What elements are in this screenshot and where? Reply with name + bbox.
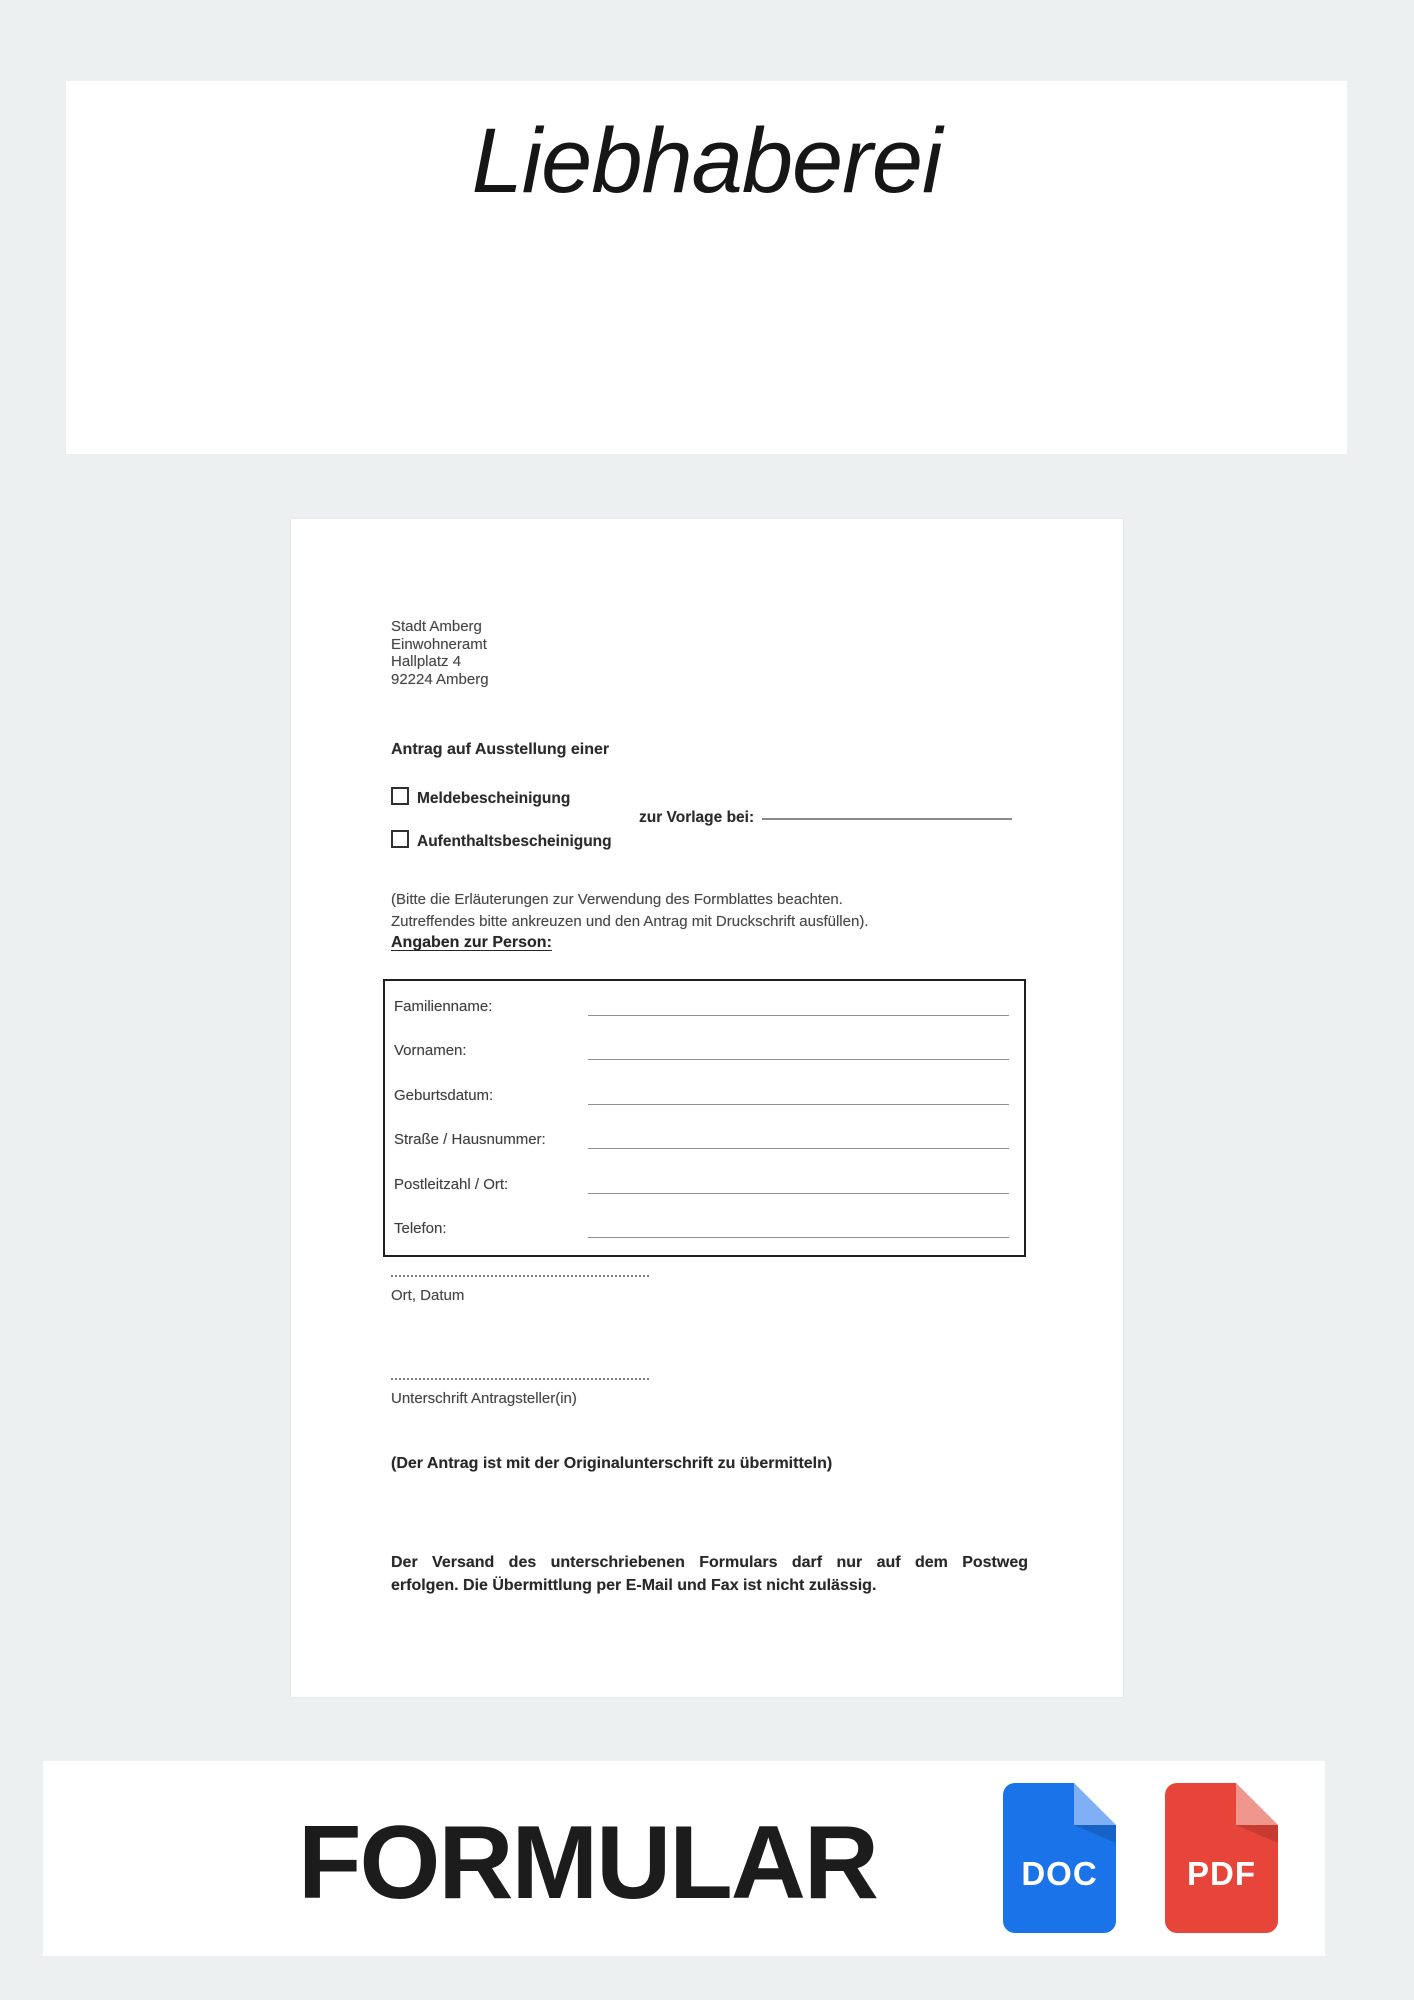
sender-line: Hallplatz 4 — [391, 653, 462, 670]
field-blank-line — [588, 1148, 1009, 1149]
postal-note-line: Der Versand des unterschriebenen Formulars darf nur auf dem Postweg — [391, 1554, 1028, 1571]
vorlage-row — [639, 809, 1012, 827]
usage-note-line: Zutreffendes bitte ankreuzen und den Antrag mit Druckschrift ausfüllen). — [391, 913, 869, 930]
field-blank-line — [588, 1237, 1009, 1238]
field-blank-line — [588, 1059, 1009, 1060]
person-data-table — [383, 979, 1026, 1257]
signature-label: Unterschrift Antragsteller(in) — [391, 1390, 577, 1407]
header-card — [66, 81, 1347, 454]
page-title: Liebhaberei — [471, 110, 942, 212]
sender-address — [391, 618, 489, 688]
field-label: Postleitzahl / Ort: — [394, 1176, 509, 1193]
person-section-heading: Angaben zur Person: — [391, 934, 552, 951]
field-blank-line — [588, 1015, 1009, 1016]
checkbox-label: Aufenthaltsbescheinigung — [417, 833, 612, 850]
date-label: Ort, Datum — [391, 1287, 465, 1304]
postal-note-line: erfolgen. Die Übermittlung per E-Mail und Fax ist nicht zulässig. — [391, 1577, 877, 1594]
sender-line: Stadt Amberg — [391, 618, 482, 635]
usage-note-line: (Bitte die Erläuterungen zur Verwendung des Formblattes beachten. — [391, 891, 843, 908]
intro-heading: Antrag auf Ausstellung einer — [391, 741, 610, 758]
footer-bar — [43, 1761, 1325, 1956]
original-signature-note: (Der Antrag ist mit der Originalunterschrift zu übermitteln) — [391, 1455, 833, 1472]
vorlage-blank-line — [762, 818, 1012, 820]
form-preview — [291, 519, 1123, 1697]
field-label: Vornamen: — [394, 1042, 467, 1059]
doc-download-button[interactable] — [1003, 1783, 1116, 1933]
postal-note — [391, 1551, 1028, 1597]
checkbox-row-aufenthaltsbescheinigung — [391, 830, 612, 851]
field-label: Straße / Hausnummer: — [394, 1131, 546, 1148]
pdf-download-button[interactable] — [1165, 1783, 1278, 1933]
sender-line: 92224 Amberg — [391, 670, 489, 688]
field-label: Familienname: — [394, 998, 493, 1015]
vorlage-label: zur Vorlage bei: — [639, 809, 755, 826]
checkbox — [391, 787, 409, 805]
checkbox-row-meldebescheinigung — [391, 787, 570, 808]
signature-dotted-line — [391, 1378, 649, 1380]
field-label: Telefon: — [394, 1220, 447, 1237]
checkbox — [391, 830, 409, 848]
pdf-icon-label: PDF — [1187, 1855, 1256, 1892]
field-blank-line — [588, 1193, 1009, 1194]
footer-title: FORMULAR — [298, 1804, 878, 1921]
field-blank-line — [588, 1104, 1009, 1105]
doc-icon-label: DOC — [1021, 1855, 1098, 1892]
field-label: Geburtsdatum: — [394, 1087, 494, 1104]
sender-line: Einwohneramt — [391, 635, 487, 653]
checkbox-label: Meldebescheinigung — [417, 790, 571, 807]
date-dotted-line — [391, 1275, 649, 1277]
